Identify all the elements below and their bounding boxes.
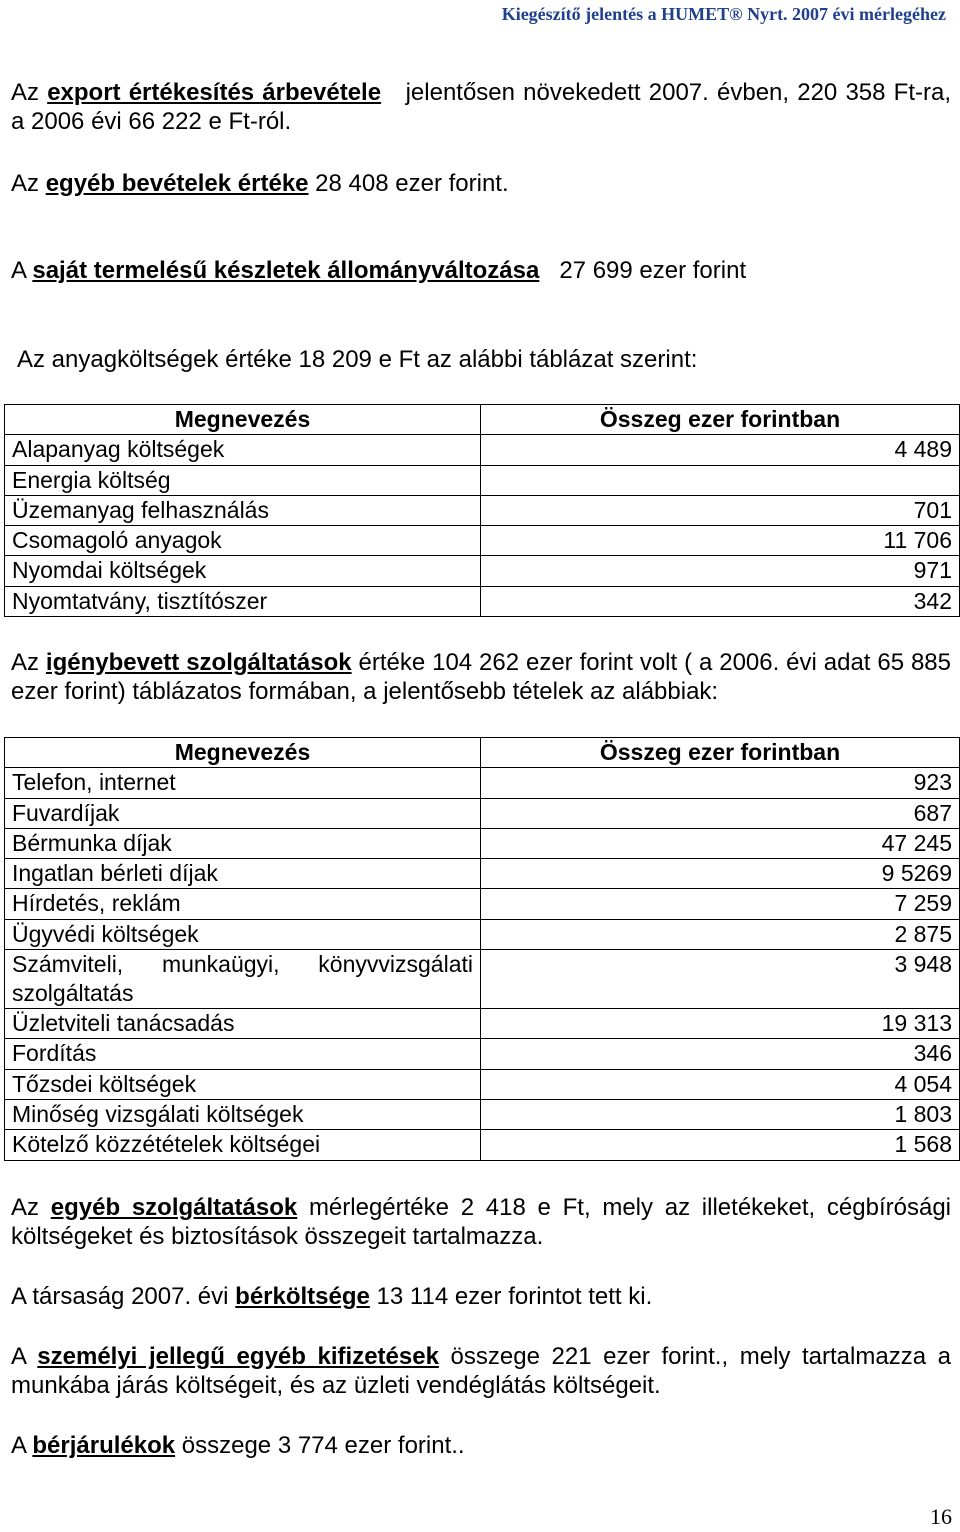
- row-name: Energia költség: [5, 465, 481, 495]
- row-value: 971: [481, 556, 960, 586]
- column-header-osszeg: Összeg ezer forintban: [481, 738, 960, 768]
- text: 13 114 ezer forintot tett ki.: [369, 1283, 653, 1310]
- text: Az: [11, 79, 48, 106]
- row-value: 11 706: [481, 526, 960, 556]
- row-name: Üzletviteli tanácsadás: [5, 1009, 481, 1039]
- row-value: 342: [481, 586, 960, 616]
- table-header-row: [5, 738, 960, 768]
- page-number: 16: [930, 1504, 952, 1529]
- text: értéke 104 262 ezer forint volt ( a 2006. évi adat 65 885 ezer forint) táblázatos formában, a jelentősebb tételek az alábbiak:: [11, 649, 952, 705]
- row-value: 1 803: [481, 1099, 960, 1129]
- row-name: Nyomdai költségek: [5, 556, 481, 586]
- table-row: [5, 768, 960, 798]
- column-header-megnevezes: Megnevezés: [5, 738, 481, 768]
- row-name: Tőzsdei költségek: [5, 1069, 481, 1099]
- table-row: [5, 828, 960, 858]
- row-name: Fordítás: [5, 1039, 481, 1069]
- table-row: [5, 586, 960, 616]
- row-value: [481, 465, 960, 495]
- row-value: 7 259: [481, 889, 960, 919]
- row-value: 923: [481, 768, 960, 798]
- row-name: Ügyvédi költségek: [5, 919, 481, 949]
- term-berjarulekok: bérjárulékok: [32, 1432, 176, 1459]
- text: Az: [11, 170, 46, 197]
- text: összege 3 774 ezer forint..: [175, 1432, 465, 1459]
- table-row: [5, 1039, 960, 1069]
- row-name: Alapanyag költségek: [5, 435, 481, 465]
- term-szemelyi-jellegu: személyi jellegű egyéb kifizetések: [37, 1343, 439, 1370]
- row-value: 2 875: [481, 919, 960, 949]
- paragraph-anyagkoltsegek: Az anyagköltségek értéke 18 209 e Ft az alábbi táblázat szerint:: [17, 346, 698, 373]
- text: jelentősen növekedett 2007. évben, 220 358 Ft-ra, a 2006 évi 66 222 e Ft-ról.: [11, 79, 951, 135]
- paragraph-egyeb-bevetelek: [11, 169, 951, 198]
- row-value: 4 489: [481, 435, 960, 465]
- row-name: Kötelző közzétételek költségei: [5, 1130, 481, 1160]
- table-row: [5, 1130, 960, 1160]
- row-name: Üzemanyag felhasználás: [5, 495, 481, 525]
- row-value: 687: [481, 798, 960, 828]
- term-igenybevett-szolgaltatasok: igénybevett szolgáltatások: [45, 649, 352, 676]
- row-name: Csomagoló anyagok: [5, 526, 481, 556]
- row-name: Bérmunka díjak: [5, 828, 481, 858]
- paragraph-berkoltseg: [11, 1282, 951, 1311]
- term-export: export értékesítés árbevétele: [47, 79, 382, 106]
- table-row: [5, 1069, 960, 1099]
- running-header: Kiegészítő jelentés a HUMET® Nyrt. 2007 évi mérlegéhez: [501, 4, 946, 24]
- row-name: Számviteli, munkaügyi, könyvvizsgálati szolgáltatás: [5, 950, 481, 1009]
- table-row: [5, 526, 960, 556]
- text: A: [11, 257, 33, 284]
- table-row: [5, 465, 960, 495]
- table-row: [5, 889, 960, 919]
- paragraph-berjarulekok: [11, 1431, 951, 1460]
- term-sajat-termelesu: saját termelésű készletek állományváltozása: [32, 257, 540, 284]
- term-berkoltseg: bérköltsége: [235, 1283, 370, 1310]
- text: Az: [11, 1194, 51, 1221]
- table-header-row: [5, 405, 960, 435]
- row-value: 4 054: [481, 1069, 960, 1099]
- text: A: [11, 1432, 33, 1459]
- table-anyagkoltsegek: [4, 404, 960, 617]
- text: A társaság 2007. évi: [11, 1283, 236, 1310]
- text: Az: [11, 649, 46, 676]
- paragraph-export: [11, 78, 951, 136]
- text: 27 699 ezer forint: [559, 257, 747, 284]
- term-egyeb-bevetelek: egyéb bevételek értéke: [45, 170, 309, 197]
- row-value: 3 948: [481, 950, 960, 1009]
- row-name: Ingatlan bérleti díjak: [5, 859, 481, 889]
- row-name: Minőség vizsgálati költségek: [5, 1099, 481, 1129]
- table-row: [5, 950, 960, 1009]
- row-name: Nyomtatvány, tisztítószer: [5, 586, 481, 616]
- text: 28 408 ezer forint.: [308, 170, 509, 197]
- row-value: 9 5269: [481, 859, 960, 889]
- row-value: 1 568: [481, 1130, 960, 1160]
- text: összege 221 ezer forint., mely tartalmazza a munkába járás költségeit, és az üzleti vendéglátás költségeit.: [11, 1343, 951, 1399]
- row-name: Fuvardíjak: [5, 798, 481, 828]
- table-row: [5, 1009, 960, 1039]
- row-value: 701: [481, 495, 960, 525]
- row-name: Telefon, internet: [5, 768, 481, 798]
- text: mérlegértéke 2 418 e Ft, mely az illetékeket, cégbírósági költségeket és biztosítások összegeit tartalmazza.: [11, 1194, 952, 1250]
- text: A: [11, 1343, 38, 1370]
- table-row: [5, 435, 960, 465]
- paragraph-igenybevett-szolgaltatasok: [11, 648, 951, 706]
- table-igenybevett-szolgaltatasok: [4, 737, 960, 1161]
- paragraph-sajat-termelesu: [11, 256, 951, 285]
- term-egyeb-szolgaltatasok: egyéb szolgáltatások: [50, 1194, 298, 1221]
- column-header-osszeg: Összeg ezer forintban: [481, 405, 960, 435]
- table-row: [5, 798, 960, 828]
- row-value: 19 313: [481, 1009, 960, 1039]
- table-row: [5, 859, 960, 889]
- row-name: Hírdetés, reklám: [5, 889, 481, 919]
- row-value: 346: [481, 1039, 960, 1069]
- table-row: [5, 556, 960, 586]
- table-row: [5, 919, 960, 949]
- paragraph-szemelyi-jellegu: [11, 1342, 951, 1400]
- paragraph-egyeb-szolgaltatasok: [11, 1193, 951, 1251]
- row-value: 47 245: [481, 828, 960, 858]
- table-row: [5, 495, 960, 525]
- column-header-megnevezes: Megnevezés: [5, 405, 481, 435]
- table-row: [5, 1099, 960, 1129]
